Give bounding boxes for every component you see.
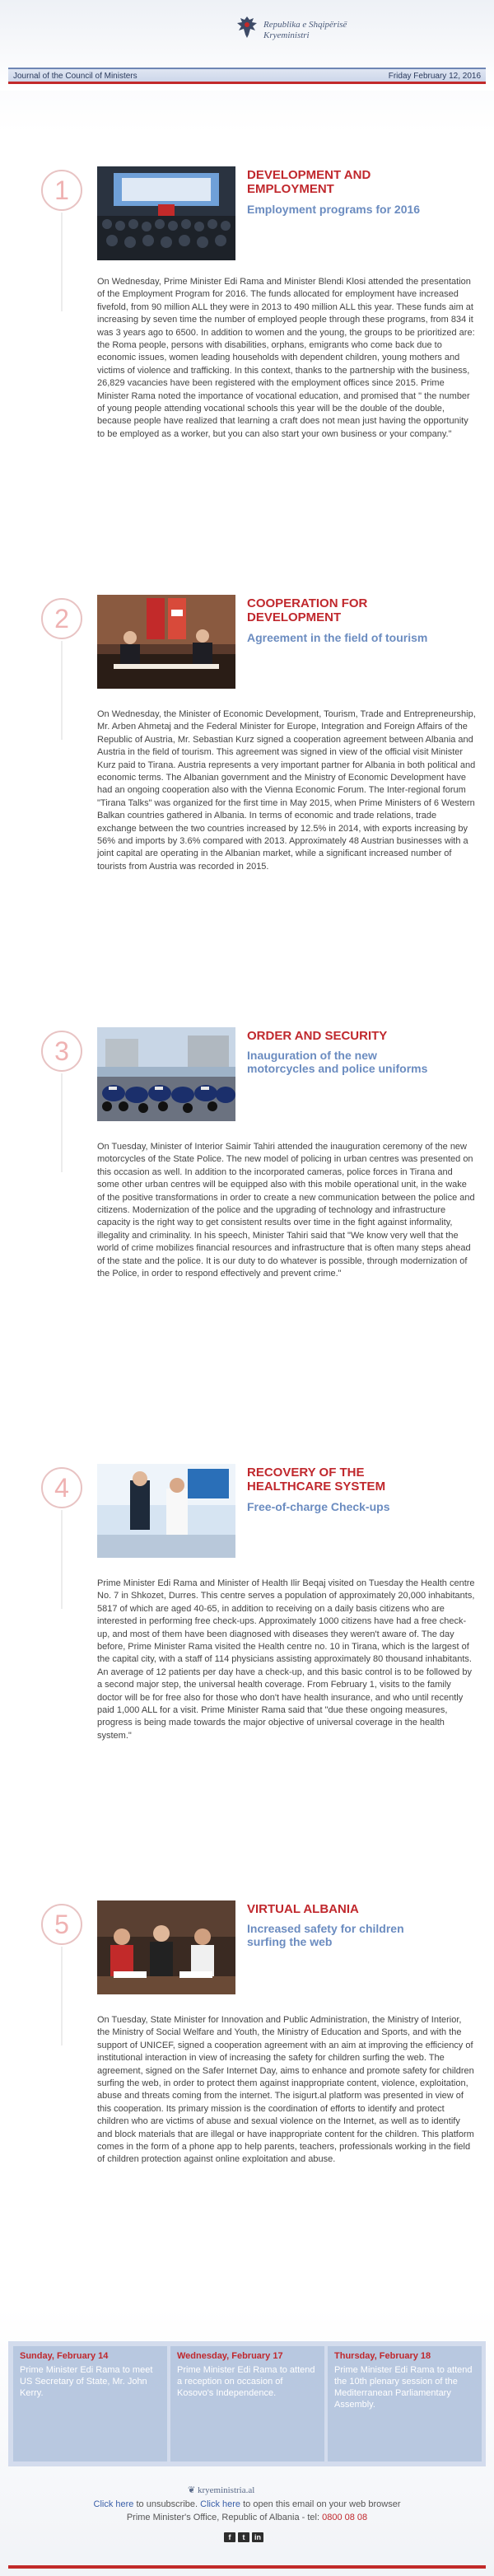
section-category: COOPERATION FOR DEVELOPMENT <box>247 596 368 624</box>
section-title: Increased safety for children surfing the web <box>247 1922 404 1948</box>
agenda-text: Prime Minister Edi Rama to attend the 10th plenary session of the Mediterranean Parliamentary Assembly. <box>334 2365 473 2410</box>
header <box>0 0 494 91</box>
address-text: Prime Minister's Office, Republic of Albania - tel: <box>126 2513 323 2522</box>
agenda-day: Thursday, February 18 <box>334 2351 431 2361</box>
section-category: DEVELOPMENT AND EMPLOYMENT <box>247 168 371 196</box>
unsubscribe-text: to unsubscribe. <box>133 2499 201 2509</box>
divider-line <box>61 1073 63 1172</box>
footer-links <box>0 2499 494 2509</box>
eagle-emblem-icon: ❦ <box>188 2485 196 2495</box>
section-body: On Tuesday, Minister of Interior Saimir Tahiri attended the inauguration ceremony of the new motorcycles of the State Police. The new model of policing in urban centres was presented on this occasion as well. In addition to the incorporated cameras, police forces in Tirana and some other urban centres will be equipped also with this mobile operational unit, in the wake of the positive transformations in order to create a new communication between the police and citizens. Modernization of the police and the upgrading of technology and infrastructure capacity is the right way to get consistent results over time in the fight against informality, illegality and criminality. In his speech, Minister Tahiri said that "We know very well that the world of crime mobilizes financial resources and infrastructure that is often many steps ahead of the state and the police. It is our duty to do whatever is possible, through modernization of the Police, in order to respond effectively and prevent crime." <box>97 1142 475 1279</box>
linkedin-icon[interactable]: in <box>252 2532 263 2542</box>
divider-line <box>61 213 63 311</box>
agenda-item <box>170 2346 324 2461</box>
agenda-panel <box>8 2341 486 2466</box>
agenda-text: Prime Minister Edi Rama to meet US Secretary of State, Mr. John Kerry. <box>20 2365 153 2398</box>
footer-bar <box>8 2565 486 2569</box>
section-number: 5 <box>41 1904 82 1945</box>
health-centre-photo <box>97 1464 235 1558</box>
facebook-icon[interactable]: f <box>224 2532 235 2542</box>
section-number: 1 <box>41 170 82 211</box>
section-number: 3 <box>41 1031 82 1072</box>
agenda-item <box>328 2346 482 2461</box>
conference-photo <box>97 166 235 260</box>
signing-ceremony-photo <box>97 595 235 689</box>
browser-text: to open this email on your web browser <box>240 2499 401 2509</box>
eagle-emblem-icon <box>235 15 259 40</box>
section-category: ORDER AND SECURITY <box>247 1029 388 1043</box>
section-body: On Wednesday, Prime Minister Edi Rama and Minister Blendi Klosi attended the presentation of the Employment Program for 2016. The funds allocated for employment have increased fivefold, from 90 million ALL they were in 2013 to 490 million ALL this year. These funds aim at increasing by seven time the number of employed people through these programs, from 834 it was 3 years ago to 6500. In addition to women and the young, the groups to be prioritized are: the Roma people, persons with disabilities, orphans, emigrants who come back due to economic issues, women leading households with dependent children, young mothers and victims of violence and trafficking. In this context, thanks to the partnership with the business, 26,829 vacancies have been registered with the employment offices since 2015. Prime Minister Rama noted the importance of vocational education, and promised that " the number of young people attending vocational schools this year will be the double of the double, because people have realized that learning a craft does not mean just having the opportunity to be employed as a worker, but you can also start your own business or your company." <box>97 277 475 439</box>
agenda-text: Prime Minister Edi Rama to attend a reception on occasion of Kosovo's Independence. <box>177 2365 315 2398</box>
footer-logo-text: kryeministria.al <box>197 2485 255 2495</box>
footer-logo[interactable] <box>188 2485 254 2495</box>
section-title: Employment programs for 2016 <box>247 203 421 216</box>
footer <box>0 2475 494 2576</box>
section-category: RECOVERY OF THE HEALTHCARE SYSTEM <box>247 1466 386 1494</box>
phone-number[interactable]: 0800 08 08 <box>322 2513 368 2522</box>
agenda-item <box>13 2346 167 2461</box>
divider-line <box>61 1510 63 1609</box>
section-number: 4 <box>41 1467 82 1508</box>
section-body: On Wednesday, the Minister of Economic Development, Tourism, Trade and Entrepreneurship, Mr. Arben Ahmetaj and the Federal Minister for Europe, Integration and Foreign Affairs of the Republic of Austria, Mr. Sebastian Kurz signed a cooperation agreement between Albania and Austria in the field of tourism. This agreement was signed in view of the official visit Minister Kurz paid to Tirana. Austria represents a very important partner for Albania in both political and economic terms. The Albanian government and the Ministry of Economic Development have had an ongoing cooperation also with the Vienna Economic Forum. The Inter-regional forum "Tirana Talks" was organized for the first time in May 2015, when Prime Ministers of 6 Western Balkan countries gathered in Albania. In terms of economic and trade relations, trade exchange between the two countries increased by 12.5% in 2014, with exports increasing by 56% and imports by 3.6% compared with 2013. Approximately 48 Austrian businesses with a joint capital are operating in the Albanian market, while a significant increased number of tourists from Austria was recorded in 2015. <box>97 709 476 872</box>
footer-address <box>0 2513 494 2522</box>
unsubscribe-link[interactable]: Click here <box>93 2499 134 2509</box>
brand-line-2: Kryeministri <box>263 30 310 40</box>
agenda-day: Wednesday, February 17 <box>177 2351 283 2361</box>
twitter-icon[interactable]: t <box>238 2532 249 2542</box>
divider-line <box>61 1947 63 2045</box>
section-category: VIRTUAL ALBANIA <box>247 1902 359 1916</box>
section-title: Agreement in the field of tourism <box>247 631 428 644</box>
issue-date: Friday February 12, 2016 <box>388 72 481 81</box>
header-bar <box>8 68 486 84</box>
agenda-day: Sunday, February 14 <box>20 2351 109 2361</box>
section-title: Inauguration of the new motorcycles and police uniforms <box>247 1049 428 1075</box>
section-title: Free-of-charge Check-ups <box>247 1500 390 1513</box>
brand-text <box>263 20 347 41</box>
police-motorcycles-photo <box>97 1027 235 1121</box>
section-body: Prime Minister Edi Rama and Minister of Health Ilir Beqaj visited on Tuesday the Health centre No. 7 in Shkozet, Durres. This centre serves a population of approximately 20,000 inhabitants, 5817 of which are aged 40-65, in addition to receiving on a daily basis citizens who are interested in performing free check-ups. Approximately 1000 citizens have had a free check-up, and most of them have been diagnosed with diseases they weren't aware of. The day before, Prime Minister Rama visited the Health centre no. 10 in Tirana, which is the largest of the capital city, with a staff of 114 physicians assisting approximately 80 thousand inhabitants. An average of 12 patients per day have a check-up, and this basic control is to be followed by a second major step, the universal health coverage. From February 1, visits to the family doctor will be for free also for those who don't have health insurance, and who until recently paid 1,000 ALL for a visit. Prime Minister Rama said that "due these ongoing measures, progress is being made towards the major objective of universal coverage in the health system." <box>97 1578 475 1741</box>
social-links <box>224 2529 270 2539</box>
children-classroom-photo <box>97 1900 235 1994</box>
brand-line-1: Republika e Shqipërisë <box>263 20 347 30</box>
divider-line <box>61 641 63 740</box>
journal-title: Journal of the Council of Ministers <box>13 72 137 81</box>
section-body: On Tuesday, State Minister for Innovation and Public Administration, the Ministry of Interior, the Ministry of Social Welfare and Youth, the Ministry of Education and Sports, and with the support of UNICEF, signed a cooperation agreement with an aim at improving the efficiency of institutional interaction in view of increasing the safety for children surfing the web. The agreement, signed on the Safer Internet Day, aims to enhance and promote safety for children surfing the web, in order to protect them against inappropriate content, violence, exploitation, abuse and threats coming from the internet. The isigurt.al platform was presented in view of this cooperation. Its primary mission is the coordination of efforts to identify and protect children who are victims of abuse and sexual violence on the Internet, as well as to identify and block materials that are illegal or have inappropriate content for the children. This platform comes in the form of a phone app to help parents, teachers, professionals working in the field of children protection against online exploitation and abuse. <box>97 2015 474 2165</box>
open-in-browser-link[interactable]: Click here <box>200 2499 241 2509</box>
section-number: 2 <box>41 598 82 639</box>
